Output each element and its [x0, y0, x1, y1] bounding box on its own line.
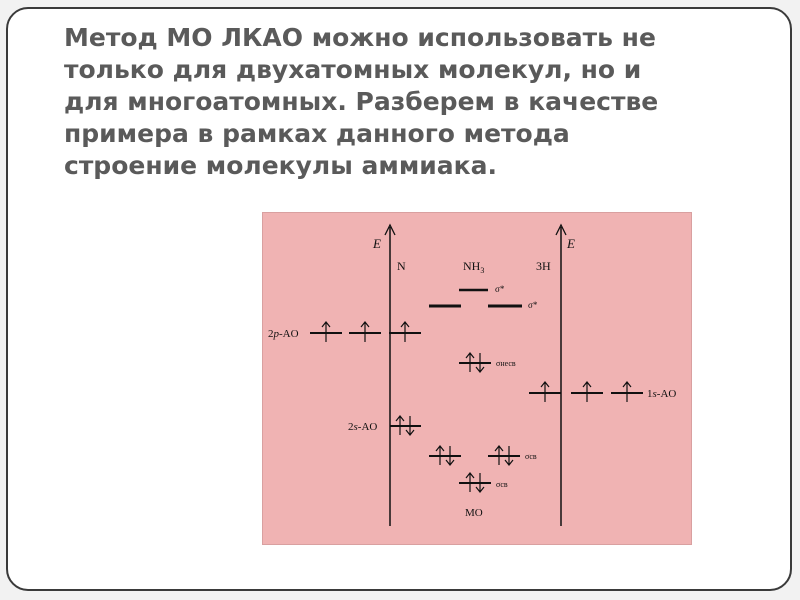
text-line-4: примера в рамках данного метода — [64, 119, 570, 148]
text-line-5: строение молекулы аммиака. — [64, 151, 498, 180]
text-line-2: только для двухатомных молекул, но и — [64, 55, 642, 84]
label-sigma-nonbonding: σнесв — [496, 359, 516, 368]
label-sigma-star-lower: σ* — [528, 300, 538, 310]
label-sigma-star-upper: σ* — [495, 284, 505, 294]
text-line-3: для многоатомных. Разберем в качестве — [64, 87, 659, 116]
column-label-n: N — [397, 259, 406, 273]
text-line-1: Метод МО ЛКАО можно использовать не — [64, 23, 656, 52]
label-1s-ao: 1s-AO — [647, 388, 677, 400]
column-label-3h: 3H — [536, 259, 551, 273]
label-sigma-bonding-lowest: σсв — [496, 480, 508, 489]
mo-diagram-svg — [263, 213, 693, 546]
mo-energy-diagram — [262, 212, 692, 545]
label-2p-ao: 2p-AO — [268, 328, 299, 340]
label-mo: MO — [465, 507, 483, 519]
axis-label-e-left: E — [373, 236, 381, 251]
label-2s-ao: 2s-AO — [348, 421, 378, 433]
axis-label-e-right: E — [567, 236, 575, 251]
slide-paragraph — [64, 22, 754, 182]
column-label-nh3: $NH_3$ — [463, 259, 485, 275]
label-sigma-bonding-upper: σсв — [525, 452, 537, 461]
